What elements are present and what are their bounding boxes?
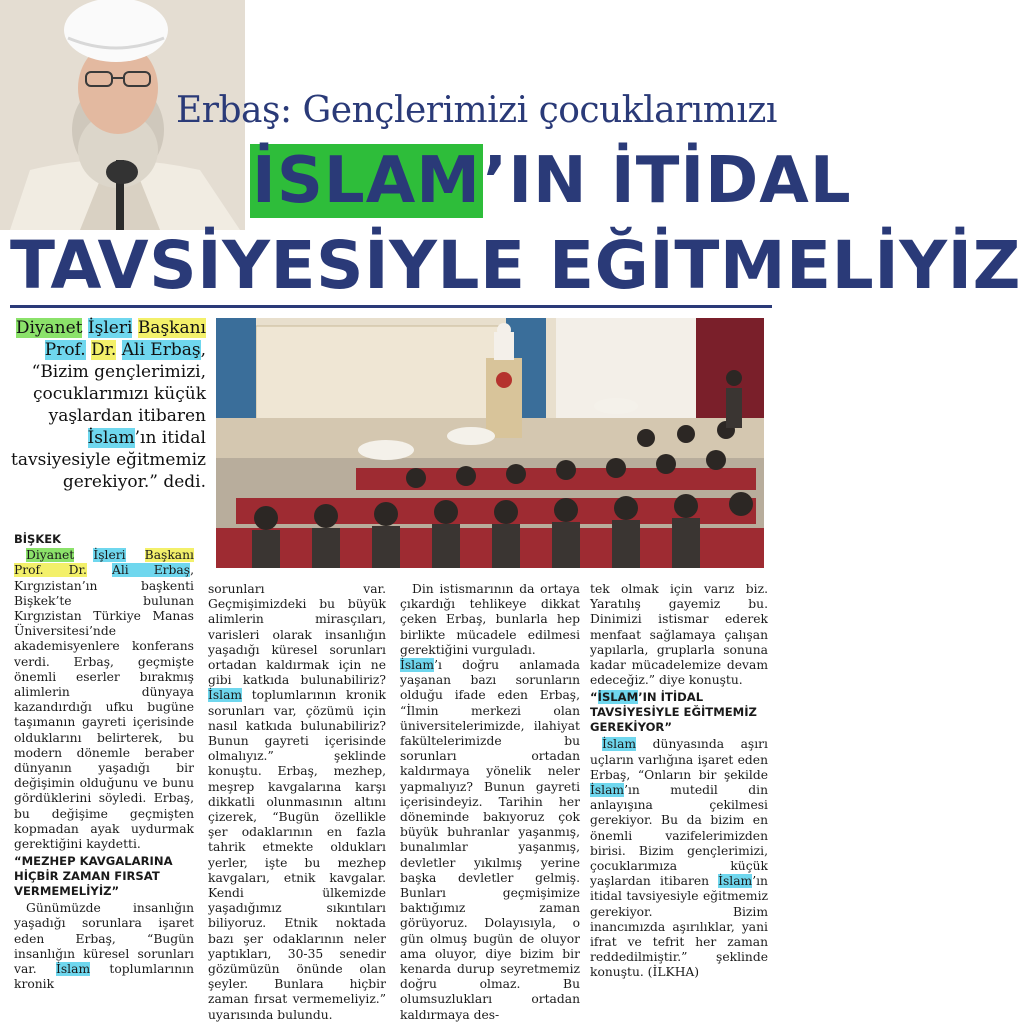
paragraph-text: toplumlarının kronik sorunları var, çözümü için nasıl katkıda bulunabiliriz? Bunun gayreti içerisinde olmalıyız.” şeklinde konuştu. Erbaş, mezhep, meşrep kavgalarına karşı dikkatli olunmasının altını çizerek, “Bugün özellikle şer odaklarının en fazla tahrik etmekte oldukları yerler, işte bu mezhep kavgaları, etnik kavgalar. Kendi ülkemizde yaşadığımız sıkıntıları biliyoruz. Etnik noktada bazı şer odaklarının neler yaptıkları, 30-35 senedir gözümüzün önünde olan şeyler. Bunlara hiçbir zaman fırsat vermemeliyiz.” uyarısında bulundu. xyxy=(208,688,386,1022)
article-column-3 xyxy=(400,582,580,1023)
lede-word: Prof. xyxy=(44,340,86,360)
lede-quote-part-2: ’ın itidal tavsiyesiyle eğitmemiz gerekiyor.” dedi. xyxy=(11,428,206,492)
lede-islam-word: İslam xyxy=(87,428,135,448)
highlighted-word: İslam xyxy=(56,962,91,977)
article-paragraph xyxy=(208,582,386,1023)
highlighted-name: Ali Erbaş xyxy=(111,563,191,578)
lede-word: İşleri xyxy=(87,318,133,338)
lede-quote-part-1: “Bizim gençlerimizi, çocuklarımızı küçük yaşlardan itibaren xyxy=(31,362,206,426)
highlighted-word: İslam xyxy=(400,658,435,673)
lede-name: Ali Erbaş xyxy=(121,340,201,360)
headline-highlight-word: İSLAM xyxy=(252,144,481,218)
section-subhead xyxy=(590,690,768,735)
highlighted-word: İslam xyxy=(590,783,625,798)
lede-word: Diyanet xyxy=(15,318,83,338)
article-column-1 xyxy=(14,532,194,992)
headline-subtitle: Erbaş: Gençlerimizi çocuklarımızı xyxy=(176,90,777,131)
article-paragraph xyxy=(14,901,194,992)
article-paragraph xyxy=(590,737,768,980)
article-column-2 xyxy=(208,582,386,1023)
lede-word: Dr. xyxy=(91,340,117,360)
subhead-quote-open: “ xyxy=(590,690,598,705)
section-subhead: “MEZHEP KAVGALARINA HİÇBİR ZAMAN FIRSAT VERMEMELİYİZ” xyxy=(14,854,173,899)
article-paragraph: Din istismarının da ortaya çıkardığı tehlikeye dikkat çeken Erbaş, bunlarla hep birlikte mücadele edilmesi gerektiğini vurguladı. xyxy=(400,582,580,657)
highlighted-word: Başkanı xyxy=(144,548,194,563)
highlighted-word: İslam xyxy=(718,874,753,889)
conference-photo xyxy=(216,318,764,568)
paragraph-text: Günümüzde insanlığın yaşadığı sorunlara işaret eden Erbaş, “Bugün insanlığın küresel sorunları var. xyxy=(14,901,194,977)
lede-paragraph xyxy=(10,317,206,493)
headline-line-1-rest: ’IN İTİDAL xyxy=(482,144,852,218)
headline-line-2: TAVSİYESİYLE EĞİTMELİYİZ xyxy=(10,227,1021,304)
lede-comma: , xyxy=(200,340,206,360)
highlighted-word: Diyanet xyxy=(26,548,75,563)
paragraph-text: ’ı doğru anlamada yaşanan bazı sorunların olduğu ifade eden Erbaş, “İlmin merkezi olan üniversitelerimizde, ilahiyat fakültelerimizde bu sorunları ortadan kaldırmaya yönelik neler yapmalıyız? Bunun gayreti içerisindeyiz. Tarihin her döneminde bakıyoruz çok büyük buhranlar yaşanmış, bunalımlar yaşanmış, devletler yıkılmış yerine başka devletler gelmiş. Bunları geçmişimize baktığımız zaman görüyoruz. Dolayısıyla, o gün olmuş bugün de oluyor ama oluyor, diye bizim bir kenarda durup seyretmemiz doğru olmaz. Bu olumsuzlukları ortadan kaldırmaya des- xyxy=(400,658,580,1022)
article-column-4 xyxy=(590,582,768,981)
highlighted-word: İşleri xyxy=(93,548,126,563)
highlighted-word: İslam xyxy=(602,737,637,752)
paragraph-text: toplumlarının kronik xyxy=(14,962,194,992)
paragraph-text: ’ın mutedil din anlayışına çekilmesi gerekiyor. Bu da bizim en önemli vazifelerimizden birisi. Bizim gençlerimizi, çocuklarımıza küçük yaşlardan itibaren xyxy=(590,783,768,889)
headline-divider xyxy=(10,305,772,308)
article-paragraph: tek olmak için varız biz. Yaratılış gayemiz bu. Dinimizi istismar ederek menfaat sağlamaya çalışan yapılarla, gruplarla sonuna kadar mücadelemize devam edeceğiz.” diye konuştu. xyxy=(590,582,768,688)
paragraph-text: , Kırgızistan’ın başkenti Bişkek’te bulunan Kırgızistan Türkiye Manas Üniversitesi’nde akademisyenlere konferans verdi. Erbaş, geçmişte önemli eserler bırakmış alimlerin dünyaya kazandırdığı ufku bugüne taşımanın gayreti içerisinde olduklarını belirterek, bu modern dönemle beraber dünyanın yaşadığı bir değişimin olduğunu ve bunu gördüklerini söyledi. Erbaş, bu değişime geçmişten kopmadan ayak uydurmak gerektiğini kaydetti. xyxy=(14,563,194,852)
paragraph-text: ’ın itidal tavsiyesiyle eğitmemiz gerekiyor. Bizim inancımızda aşırılıklar, yani ifrat ve tefrit her zaman reddedilmiştir.” şeklinde konuştu. (İLKHA) xyxy=(590,874,768,980)
lede-word: Başkanı xyxy=(137,318,206,338)
article-paragraph xyxy=(400,658,580,1023)
subhead-text: ’IN İTİDAL TAVSİYESİYLE EĞİTMEMİZ GEREKİYOR” xyxy=(590,690,757,735)
paragraph-text: dünyasında aşırı uçların varlığına işaret eden Erbaş, “Onların bir şekilde xyxy=(590,737,768,782)
dateline-place: BİŞKEK xyxy=(14,532,62,546)
highlighted-word: İslam xyxy=(208,688,243,703)
highlighted-word: Prof. Dr. xyxy=(14,563,87,578)
headline-line-1 xyxy=(250,142,852,220)
article-paragraph xyxy=(14,548,194,852)
conference-photo-illustration xyxy=(216,318,764,568)
highlighted-word: İSLAM xyxy=(597,690,639,705)
paragraph-text: sorunları var. Geçmişimizdeki bu büyük alimlerin mirasçıları, varisleri olarak insanlığın yaşadığı küresel sorunları ortadan kaldırmak için ne gibi katkıda bulunabiliriz? xyxy=(208,582,386,688)
